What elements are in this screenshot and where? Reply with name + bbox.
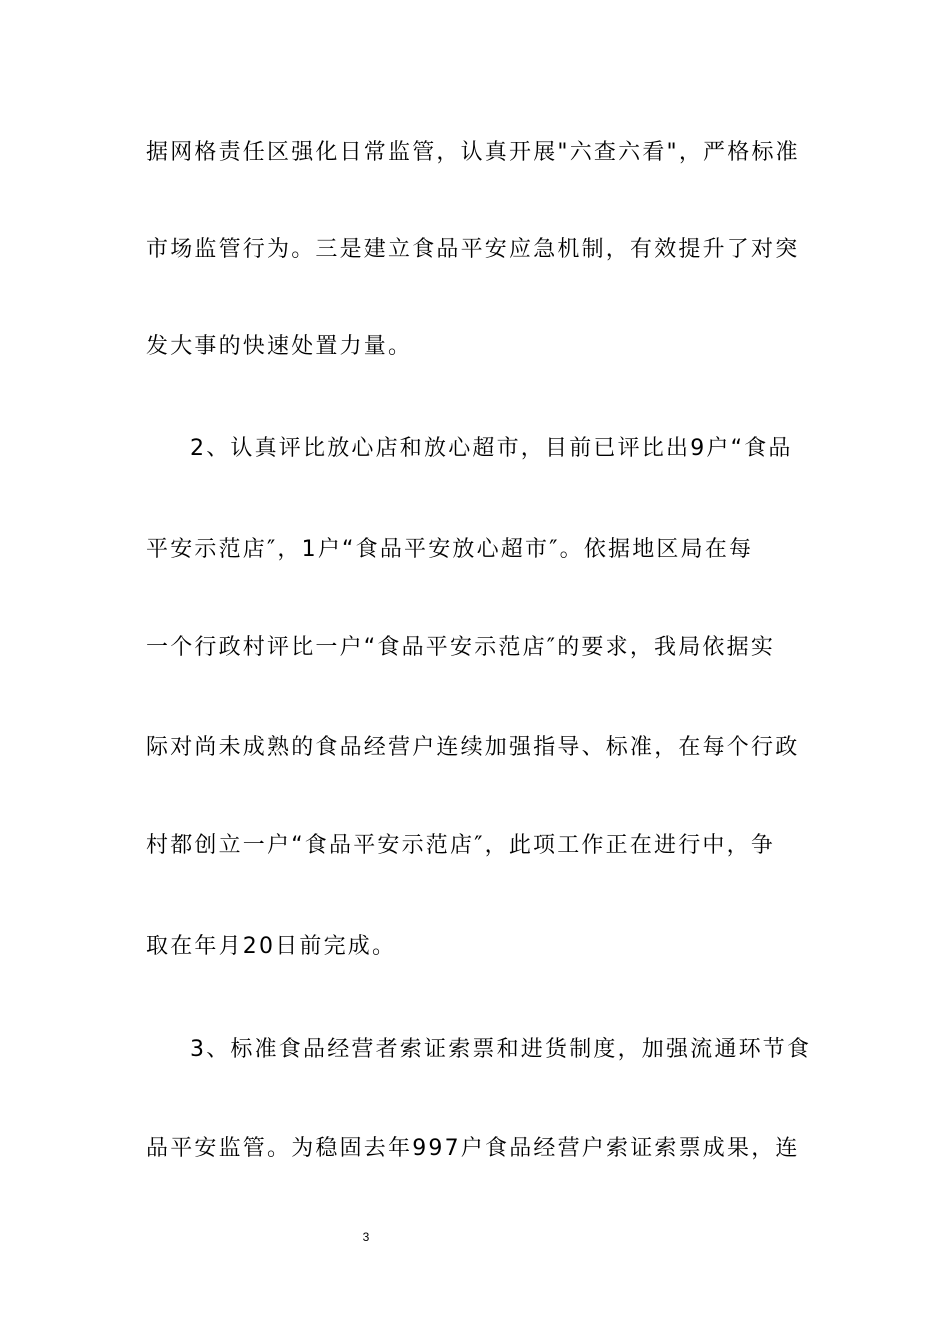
paragraph-2-line-5: 村都创立一户“食品平安示范店″，此项工作正在进行中，争 bbox=[146, 833, 776, 858]
paragraph-3-line-1: 3、标准食品经营者索证索票和进货制度，加强流通环节食 bbox=[190, 1037, 812, 1062]
paragraph-1-line-2: 市场监管行为。三是建立食品平安应急机制，有效提升了对突 bbox=[146, 237, 800, 262]
paragraph-2-line-1: 2、认真评比放心店和放心超市，目前已评比出9户“食品 bbox=[190, 436, 793, 461]
paragraph-2-line-2: 平安示范店″，1户“食品平安放心超市″。依据地区局在每 bbox=[146, 537, 754, 562]
paragraph-2-line-3: 一个行政村评比一户“食品平安示范店″的要求，我局依据实 bbox=[146, 635, 776, 660]
page-number: 3 bbox=[362, 1230, 370, 1244]
paragraph-1-line-3: 发大事的快速处置力量。 bbox=[146, 334, 413, 359]
paragraph-1-line-1: 据网格责任区强化日常监管，认真开展"六查六看"，严格标准 bbox=[146, 140, 800, 165]
paragraph-3-line-2: 品平安监管。为稳固去年997户食品经营户索证索票成果，连 bbox=[146, 1136, 800, 1161]
paragraph-2-line-4: 际对尚未成熟的食品经营户连续加强指导、标准，在每个行政 bbox=[146, 735, 800, 760]
paragraph-2-line-6: 取在年月20日前完成。 bbox=[146, 934, 397, 959]
